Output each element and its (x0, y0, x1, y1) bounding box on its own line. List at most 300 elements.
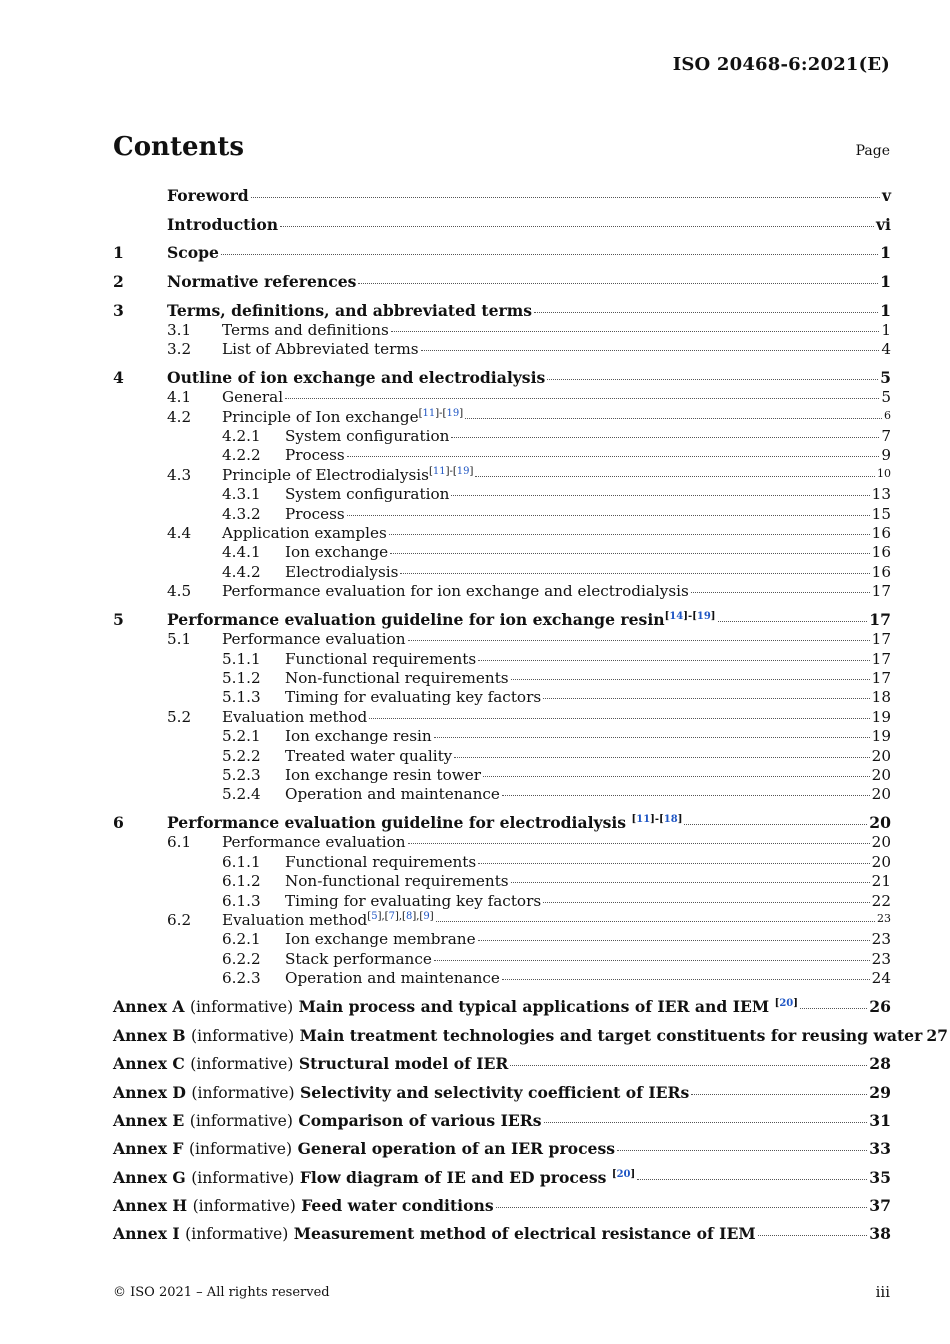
toc-entry-page: 19 (871, 727, 891, 746)
annex-entry-page: 26 (869, 997, 891, 1017)
toc-entry-title: Ion exchange membrane (285, 930, 476, 949)
toc-entry-title: Non-functional requirements (285, 872, 509, 891)
annex-title: Flow diagram of IE and ED process (299, 1167, 612, 1187)
toc-entry-page: 5 (881, 388, 891, 407)
annex-entry[interactable] (113, 1139, 891, 1159)
toc-entry-number: 6.2.1 (222, 930, 261, 949)
toc-entry-title: Outline of ion exchange and electrodialysis (167, 368, 546, 388)
annex-entry[interactable] (113, 1168, 891, 1188)
annex-entry[interactable] (113, 1054, 891, 1074)
toc-entry[interactable] (113, 892, 891, 911)
toc-entry-page: 20 (869, 813, 891, 833)
annex-entry-title (113, 1139, 615, 1158)
toc-entry-page: 19 (871, 707, 891, 726)
annex-entry-title (113, 1168, 635, 1187)
toc-entry-page: 20 (871, 746, 891, 765)
annex-entry-title (113, 1083, 689, 1102)
annex-kind: (informative) (189, 998, 294, 1017)
dot-leader (544, 1122, 868, 1123)
citation-refs (419, 408, 463, 419)
toc-entry-title: Scope (167, 243, 219, 263)
ref-bracket: ] (445, 465, 450, 477)
ref-bracket: ] (469, 465, 474, 477)
annex-entry[interactable] (113, 1083, 891, 1103)
citation-refs (632, 814, 683, 825)
citation-refs (612, 1169, 635, 1180)
toc-entry-number: 5.1 (167, 630, 192, 649)
ref-link[interactable]: 8 (405, 910, 413, 922)
toc-entry-page: 5 (880, 368, 891, 388)
dot-leader (511, 882, 870, 883)
toc-entry[interactable] (113, 833, 891, 852)
ref-link[interactable]: 7 (388, 910, 395, 922)
annex-title: Feed water conditions (301, 1196, 494, 1216)
annex-title: Selectivity and selectivity coefficient of IERs (300, 1082, 690, 1102)
ref-bracket: [ (402, 910, 406, 922)
annex-entry-title (113, 997, 798, 1016)
page-number: iii (875, 1283, 890, 1301)
annex-entry-page: 28 (869, 1054, 891, 1074)
ref-link[interactable]: 9 (423, 910, 430, 922)
toc-entry-page: vi (876, 214, 891, 234)
dot-leader (400, 573, 869, 574)
toc-entry-page: 20 (871, 852, 891, 871)
ref-link[interactable]: 11 (636, 814, 651, 826)
toc-entry-number: 6.2.3 (222, 969, 261, 988)
annex-entry[interactable] (113, 1111, 891, 1131)
toc-entry-number: 4.2.1 (222, 427, 261, 445)
ref-bracket: [ (664, 611, 670, 623)
toc-entry-number: 4.4.2 (222, 562, 261, 581)
dot-leader (483, 776, 870, 777)
toc-entry-title: Ion exchange resin (285, 727, 432, 746)
dot-leader (478, 863, 870, 864)
annex-entry-title (113, 1054, 508, 1073)
toc-entry[interactable] (113, 563, 891, 582)
dot-leader (390, 553, 870, 554)
annex-label: Annex F (113, 1139, 184, 1159)
toc-entry-page: 23 (877, 911, 891, 925)
ref-bracket: [ (384, 910, 389, 922)
toc-entry-title: General (222, 388, 284, 407)
annex-title: Comparison of various IERs (298, 1110, 542, 1130)
annex-kind: (informative) (192, 1197, 296, 1216)
toc-entry-title: Foreword (167, 186, 249, 205)
ref-bracket: ] (412, 910, 417, 922)
annex-entry-page: 29 (869, 1082, 891, 1102)
toc-entry-page: 20 (871, 833, 891, 852)
annex-label: Annex C (113, 1054, 185, 1074)
toc-entry-title: Operation and maintenance (285, 969, 500, 988)
toc-entry-number: 6.1.1 (222, 852, 261, 871)
toc-entry[interactable] (113, 785, 891, 804)
toc-entry-page: v (881, 186, 891, 205)
dot-leader (511, 679, 870, 680)
toc-entry-title: Terms, definitions, and abbreviated terms (167, 300, 532, 320)
dot-leader (478, 660, 870, 661)
annex-kind: (informative) (191, 1168, 295, 1187)
ref-bracket: ] (394, 910, 399, 922)
toc-entry-title: Introduction (167, 214, 279, 234)
dot-leader (496, 1207, 868, 1208)
toc-entry[interactable] (113, 872, 891, 891)
toc-entry[interactable] (113, 610, 891, 630)
annex-entry[interactable] (113, 1196, 891, 1216)
dot-leader (347, 456, 880, 457)
toc-entry-title: Terms and definitions (222, 320, 389, 339)
toc-entry[interactable] (113, 485, 891, 504)
citation-refs (429, 466, 473, 477)
toc-entry-title: Performance evaluation for ion exchange and electrodialysis (222, 582, 689, 601)
toc-entry[interactable] (113, 727, 891, 746)
toc-entry-page: 15 (871, 504, 891, 523)
toc-entry-title: Electrodialysis (285, 562, 399, 581)
toc-entry[interactable] (113, 340, 891, 359)
ref-link[interactable]: 11 (422, 407, 436, 419)
toc-entry[interactable] (113, 243, 891, 263)
annex-kind: (informative) (189, 1111, 293, 1130)
toc-entry[interactable] (113, 408, 891, 427)
citation-refs (775, 998, 798, 1009)
toc-entry[interactable] (113, 388, 891, 407)
toc-entry[interactable] (113, 446, 891, 465)
dot-leader (617, 1150, 867, 1151)
toc-entry[interactable] (113, 950, 891, 969)
ref-bracket: [ (442, 407, 447, 419)
toc-entry-page: 1 (880, 243, 891, 263)
ref-bracket: [ (419, 910, 424, 922)
ref-bracket: ] (377, 910, 382, 922)
dot-leader (478, 940, 870, 941)
toc-entry-number: 2 (113, 272, 124, 292)
toc-entry-number: 5.2.4 (222, 785, 261, 804)
toc-entry[interactable] (113, 524, 891, 543)
toc-entry[interactable] (113, 708, 891, 727)
toc-entry-page: 20 (871, 765, 891, 784)
annex-label: Annex E (113, 1110, 185, 1130)
toc-entry-number: 5.1.3 (222, 688, 261, 707)
page-title: Contents (113, 132, 245, 162)
dot-leader (534, 312, 878, 313)
annex-entry-page: 27 (926, 1025, 949, 1045)
copyright-notice: © ISO 2021 – All rights reserved (113, 1285, 330, 1300)
dot-leader (454, 757, 869, 758)
toc-entry-title: Evaluation method[5],[7],[8],[9] (222, 910, 434, 929)
dot-leader (369, 718, 869, 719)
ref-bracket: [ (692, 611, 697, 623)
toc-entry-page: 17 (871, 630, 891, 649)
annex-entry[interactable] (113, 1224, 891, 1244)
ref-link[interactable]: 14 (669, 611, 684, 623)
ref-bracket: ] (683, 611, 688, 623)
ref-bracket: [ (631, 814, 637, 826)
toc-entry[interactable] (113, 505, 891, 524)
toc-entry-page: 17 (869, 610, 891, 630)
toc-entry-title: Performance evaluation guideline for electrodialysis [11]-[18] (167, 813, 683, 833)
annex-kind: (informative) (190, 1055, 294, 1074)
toc-entry-page: 24 (871, 969, 891, 988)
ref-link[interactable]: 19 (456, 465, 470, 477)
toc-entry[interactable] (113, 215, 891, 235)
toc-entry-number: 5.2.1 (222, 727, 261, 746)
toc-entry[interactable] (113, 582, 891, 601)
ref-bracket: ] (429, 910, 434, 922)
toc-entry-title: List of Abbreviated terms (222, 340, 419, 359)
toc-entry-title: Principle of Ion exchange[11]-[19] (222, 407, 464, 426)
annex-title: Structural model of IER (298, 1054, 509, 1074)
ref-bracket: [ (367, 910, 372, 922)
annex-kind: (informative) (191, 1026, 295, 1045)
dot-leader (280, 226, 874, 227)
toc-entry-number: 6 (113, 813, 124, 833)
ref-bracket: [ (428, 465, 433, 477)
dot-leader (221, 254, 878, 255)
ref-link[interactable]: 20 (616, 1168, 631, 1180)
ref-separator: - (687, 611, 693, 623)
ref-link[interactable]: 20 (779, 998, 794, 1010)
toc-entry-number: 4.1 (167, 388, 192, 407)
toc-entry-title: Evaluation method (222, 707, 368, 726)
dot-leader (347, 515, 870, 516)
ref-bracket: [ (774, 998, 780, 1010)
ref-link[interactable]: 5 (371, 910, 378, 922)
toc-entry-page: 16 (871, 562, 891, 581)
toc-entry-number: 3 (113, 300, 124, 320)
toc-entry-number: 6.1.3 (222, 891, 261, 910)
toc-entry[interactable] (113, 466, 891, 485)
toc-entry-page: 10 (877, 466, 891, 480)
annex-label: Annex H (113, 1196, 188, 1216)
toc-entry[interactable] (113, 669, 891, 688)
dot-leader (502, 795, 870, 796)
toc-entry-number: 5.2 (167, 707, 192, 726)
toc-entry-title: Process (285, 446, 345, 465)
toc-entry-title: Application examples (222, 523, 387, 542)
toc-entry[interactable] (113, 688, 891, 707)
toc-entry[interactable] (113, 969, 891, 988)
citation-refs (665, 611, 716, 622)
toc-entry-page: 18 (871, 688, 891, 707)
annex-entry[interactable] (113, 997, 891, 1017)
toc-entry-page: 1 (881, 320, 891, 339)
toc-entry-title: Performance evaluation guideline for ion exchange resin[14]-[19] (167, 610, 716, 630)
ref-link[interactable]: 19 (696, 611, 711, 623)
ref-separator: - (439, 407, 443, 419)
dot-leader (475, 476, 875, 477)
toc-entry-page: 7 (881, 427, 891, 445)
toc-entry[interactable] (113, 368, 891, 388)
dot-leader (408, 843, 870, 844)
ref-bracket: [ (452, 465, 457, 477)
ref-link[interactable]: 11 (432, 465, 446, 477)
toc-entry-title: Principle of Electrodialysis[11]-[19] (222, 465, 474, 484)
dot-leader (510, 1065, 867, 1066)
dot-leader (389, 534, 870, 535)
annex-entry[interactable] (113, 1025, 949, 1046)
ref-bracket: ] (435, 407, 440, 419)
toc-entry[interactable] (113, 650, 891, 669)
ref-bracket: ] (710, 611, 716, 623)
dot-leader (451, 495, 869, 496)
dot-leader (800, 1008, 867, 1009)
annex-kind: (informative) (191, 1083, 295, 1102)
annex-entry-page: 31 (869, 1110, 891, 1130)
ref-bracket: ] (459, 407, 464, 419)
toc-entry-number: 6.2.2 (222, 949, 261, 968)
toc-entry-page: 6 (884, 408, 891, 422)
toc-entry[interactable] (113, 321, 891, 340)
annex-label: Annex A (113, 997, 185, 1017)
toc-entry[interactable] (113, 930, 891, 949)
toc-entry-title: Performance evaluation (222, 833, 406, 852)
toc-entry-page: 20 (871, 785, 891, 804)
ref-separator: , (416, 910, 420, 922)
toc-entry-number: 4.2 (167, 407, 192, 426)
toc-entry[interactable] (113, 747, 891, 766)
annex-entry-page: 37 (869, 1196, 891, 1216)
annex-entry-title (113, 1224, 756, 1243)
toc-entry-page: 17 (871, 668, 891, 687)
ref-separator: - (449, 465, 453, 477)
annex-label: Annex I (113, 1224, 180, 1244)
ref-link[interactable]: 19 (446, 407, 460, 419)
annex-title: General operation of an IER process (297, 1139, 616, 1159)
toc-entry-number: 5.1.2 (222, 668, 261, 687)
toc-entry-number: 4.4.1 (222, 543, 261, 562)
toc-entry-title: Normative references (167, 272, 357, 292)
dot-leader (251, 197, 880, 198)
document-id: ISO 20468-6:2021(E) (672, 54, 890, 75)
dot-leader (547, 379, 878, 380)
toc-entry-number: 4.3 (167, 465, 192, 484)
toc-entry-number: 4.5 (167, 582, 192, 601)
dot-leader (543, 902, 870, 903)
toc-entry-title: Functional requirements (285, 852, 477, 871)
toc-entry[interactable] (113, 427, 891, 446)
ref-bracket: [ (418, 407, 423, 419)
toc-entry-page: 16 (871, 523, 891, 542)
toc-entry[interactable] (113, 186, 891, 206)
toc-entry-number: 4 (113, 368, 124, 388)
dot-leader (391, 331, 880, 332)
ref-separator: - (654, 814, 660, 826)
toc-entry-page: 21 (871, 872, 891, 891)
dot-leader (691, 592, 870, 593)
ref-link[interactable]: 18 (663, 814, 678, 826)
dot-leader (718, 621, 868, 622)
toc-entry-number: 3.1 (167, 320, 192, 339)
dot-leader (451, 437, 879, 438)
toc-entry-page: 23 (871, 949, 891, 968)
toc-entry-number: 4.4 (167, 523, 192, 542)
toc-entry-title: Performance evaluation (222, 630, 406, 649)
ref-bracket: ] (793, 998, 798, 1010)
toc-entry-page: 16 (871, 543, 891, 562)
toc-entry-title: Timing for evaluating key factors (285, 891, 542, 910)
dot-leader (543, 698, 870, 699)
ref-separator: , (398, 910, 403, 922)
annex-entry-page: 35 (869, 1167, 891, 1187)
ref-bracket: ] (677, 814, 683, 826)
toc-entry[interactable] (113, 630, 891, 649)
toc-entry-title: Stack performance (285, 949, 432, 968)
dot-leader (434, 960, 870, 961)
toc-entry-page: 1 (880, 272, 891, 292)
toc-entry-number: 5.2.2 (222, 746, 261, 765)
dot-leader (637, 1179, 867, 1180)
dot-leader (691, 1094, 867, 1095)
dot-leader (436, 921, 875, 922)
toc-entry-page: 17 (871, 649, 891, 668)
ref-bracket: [ (611, 1168, 617, 1180)
dot-leader (758, 1235, 868, 1236)
toc-entry-title: Treated water quality (285, 746, 453, 765)
toc-entry-title: Ion exchange (285, 543, 389, 562)
annex-label: Annex D (113, 1082, 186, 1102)
toc-entry[interactable] (113, 543, 891, 562)
toc-entry[interactable] (113, 911, 891, 930)
dot-leader (285, 398, 879, 399)
ref-bracket: [ (659, 814, 664, 826)
annex-entry-page: 33 (869, 1139, 891, 1159)
toc-entry-number: 5.1.1 (222, 649, 261, 668)
annex-title: Main process and typical applications of IER and IEM (298, 997, 775, 1017)
dot-leader (502, 979, 870, 980)
toc-entry-title: Timing for evaluating key factors (285, 688, 542, 707)
page-column-label: Page (855, 143, 890, 159)
toc-entry-number: 5 (113, 610, 124, 630)
toc-entry[interactable] (113, 766, 891, 785)
annex-label: Annex G (113, 1167, 186, 1187)
annex-kind: (informative) (188, 1140, 293, 1159)
toc-entry-number: 6.1 (167, 833, 192, 852)
toc-entry[interactable] (113, 301, 891, 321)
table-of-contents (113, 186, 949, 1244)
dot-leader (434, 737, 870, 738)
toc-entry-title: Ion exchange resin tower (285, 765, 481, 784)
citation-refs (367, 911, 433, 922)
toc-entry[interactable] (113, 853, 891, 872)
dot-leader (421, 350, 880, 351)
annex-kind: (informative) (185, 1225, 289, 1244)
ref-separator: , (381, 910, 385, 922)
annex-entry-title (113, 1111, 542, 1130)
ref-bracket: ] (650, 814, 655, 826)
annex-entry-page: 38 (869, 1224, 891, 1244)
ref-bracket: ] (630, 1168, 636, 1180)
toc-entry-page: 9 (881, 446, 891, 465)
toc-entry-title: System configuration (285, 427, 450, 445)
toc-entry-title: Functional requirements (285, 649, 477, 668)
annex-entry-title (113, 1196, 494, 1215)
toc-entry-title: Non-functional requirements (285, 668, 509, 687)
dot-leader (408, 640, 870, 641)
annex-entry-title (113, 1026, 922, 1045)
toc-entry-number: 1 (113, 243, 124, 263)
toc-entry-page: 4 (881, 340, 891, 359)
toc-entry-page: 13 (871, 485, 891, 504)
toc-entry-number: 4.3.1 (222, 485, 261, 504)
toc-entry[interactable] (113, 813, 891, 833)
toc-entry-number: 4.3.2 (222, 504, 261, 523)
toc-entry[interactable] (113, 272, 891, 292)
dot-leader (358, 283, 878, 284)
toc-entry-title: Process (285, 504, 345, 523)
dot-leader (465, 418, 882, 419)
toc-entry-page: 23 (871, 930, 891, 949)
toc-entry-page: 1 (880, 300, 891, 320)
dot-leader (684, 824, 867, 825)
